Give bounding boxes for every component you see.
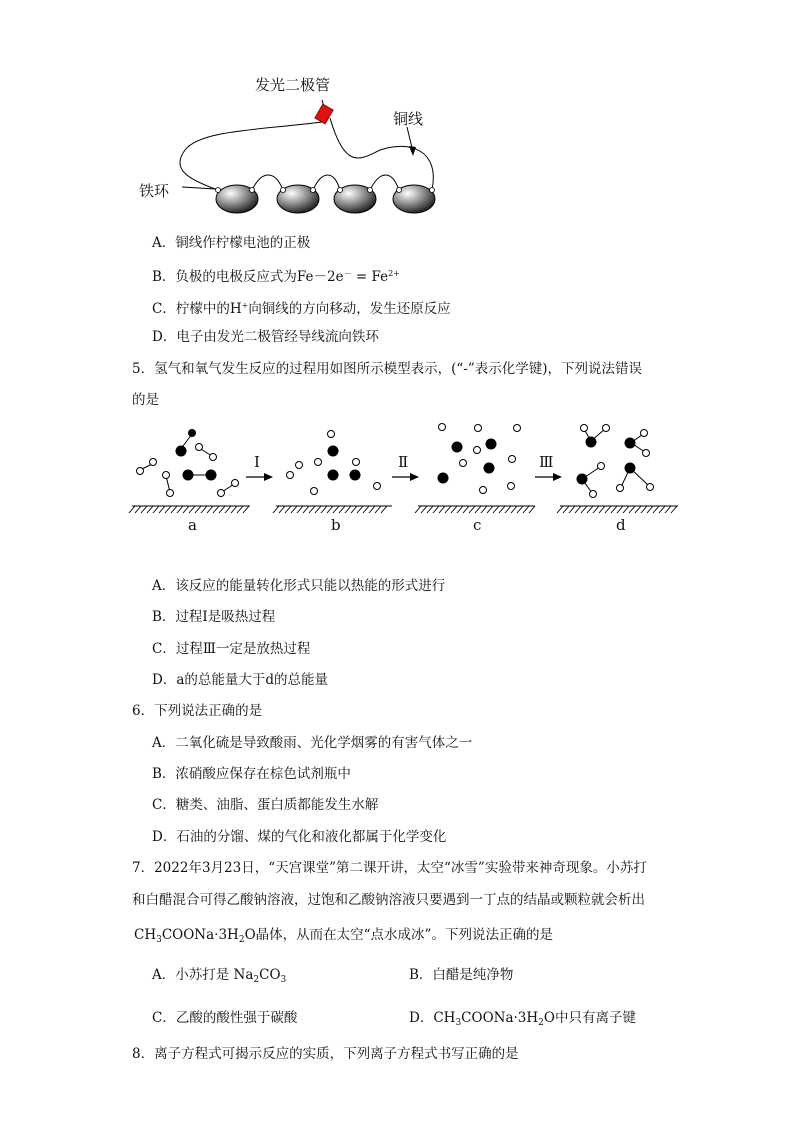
q6-option-b: B．浓硝酸应保存在棕色试剂瓶中 [152, 766, 351, 782]
state-b [287, 431, 381, 495]
q7-option-c: C．乙酸的酸性强于碳酸 [152, 1010, 298, 1026]
iron-ring-label: 铁环 [139, 182, 170, 200]
q7-option-b: B．白醋是纯净物 [409, 967, 514, 983]
q7-stem-line1: 7．2022年3月23日，“天宫课堂”第二课开讲，太空“冰雪”实验带来神奇现象。小苏打 [132, 860, 647, 876]
q5-option-a: A．该反应的能量转化形式只能以热能的形式进行 [152, 578, 446, 594]
state-label-a: a [188, 516, 197, 534]
state-a [137, 429, 239, 497]
q7-option-d: D．$CH_3COONa\cdot 3H_2O$中只有离子键 [409, 1010, 636, 1028]
q5-stem-line1: 5．氢气和氧气发生反应的过程用如图所示模型表示，(“-”表示化学键)，下列说法错误 [132, 361, 642, 377]
left-wire [180, 122, 322, 190]
state-label-b: b [331, 516, 341, 534]
q6-stem: 6．下列说法正确的是 [132, 703, 263, 719]
state-label-c: c [473, 516, 482, 534]
q4-option-b: B．负极的电极反应式为$Fe-2e^- = Fe^{2+}$ [152, 269, 400, 285]
q4-option-a: A．铜线作柠檬电池的正极 [152, 235, 311, 251]
q7-stem-line2: 和白醋混合可得乙酸钠溶液，过饱和乙酸钠溶液只要遇到一丁点的结晶或颗粒就会析出 [132, 892, 645, 908]
q4-option-d: D．电子由发光二极管经导线流向铁环 [152, 329, 379, 345]
h2-o2-reaction-model [0, 420, 794, 540]
q6-option-d: D．石油的分馏、煤的气化和液化都属于化学变化 [152, 829, 447, 845]
led-label: 发光二极管 [255, 76, 331, 94]
q4-option-c: C．柠檬中的H+向铜线的方向移动，发生还原反应 [152, 301, 451, 317]
state-d [577, 425, 654, 498]
arrow-label-iii: Ⅲ [539, 453, 554, 471]
q5-option-c: C．过程Ⅲ一定是放热过程 [152, 641, 311, 657]
q6-option-a: A．二氧化硫是导致酸雨、光化学烟雾的有害气体之一 [152, 735, 473, 751]
q6-option-c: C．糖类、油脂、蛋白质都能发生水解 [152, 797, 379, 813]
arrow-label-ii: Ⅱ [398, 453, 409, 471]
state-c [438, 424, 521, 494]
q8-stem: 8．离子方程式可揭示反应的实质，下列离子方程式书写正确的是 [132, 1046, 519, 1062]
q5-stem-line2: 的是 [132, 392, 159, 408]
q7-option-a: A．小苏打是 $Na_2CO_3$ [152, 967, 287, 985]
q7-stem-line3: $CH_3COONa\cdot 3H_2O$晶体，从而在太空“点水成冰”。下列说法正确的是 [134, 927, 553, 945]
copper-wire-label: 铜线 [393, 110, 424, 128]
state-label-d: d [616, 516, 626, 534]
q5-option-b: B．过程Ⅰ是吸热过程 [152, 609, 276, 625]
q5-option-d: D．a的总能量大于d的总能量 [152, 672, 329, 688]
arrow-label-i: Ⅰ [254, 453, 260, 471]
